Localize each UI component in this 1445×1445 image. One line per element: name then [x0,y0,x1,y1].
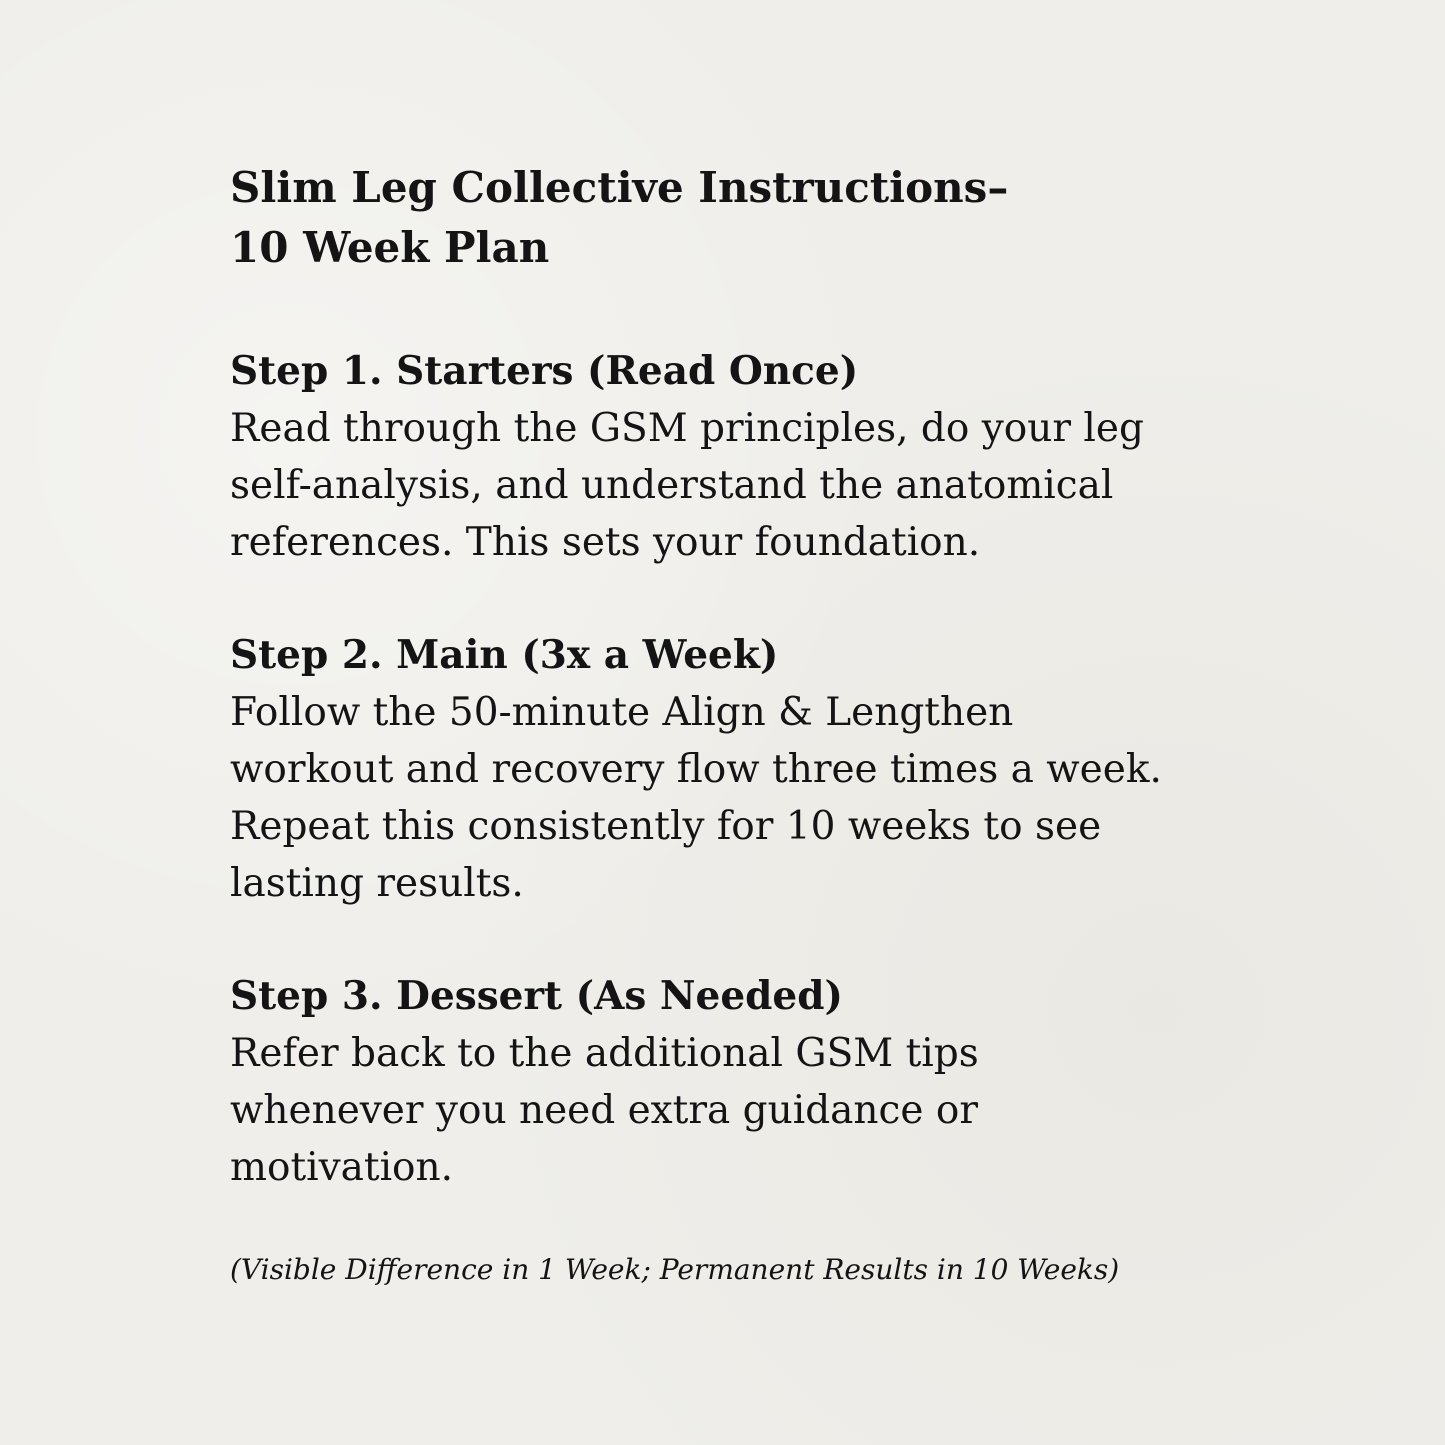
step-2-line: Follow the 50-minute Align & Lengthen [230,690,1014,735]
page-title-line-2: 10 Week Plan [230,223,550,272]
step-2-section [230,627,1230,912]
step-3-heading: Step 3. Dessert (As Needed) [230,973,843,1019]
step-1-body [230,400,1230,571]
step-3-section [230,968,1230,1196]
step-2-body [230,684,1230,912]
step-3-line: motivation. [230,1145,454,1190]
step-2-heading: Step 2. Main (3x a Week) [230,632,779,678]
step-1-line: Read through the GSM principles, do your leg [230,406,1144,451]
step-3-body [230,1025,1230,1196]
step-1-line: references. This sets your foundation. [230,520,981,565]
step-2-line: Repeat this consistently for 10 weeks to see [230,804,1102,849]
instructions-page [230,158,1230,1318]
step-1-section [230,343,1230,571]
results-footnote: (Visible Difference in 1 Week; Permanent Results in 10 Weeks) [230,1253,1120,1286]
step-2-line: workout and recovery flow three times a week. [230,747,1162,792]
step-3-line: whenever you need extra guidance or [230,1088,978,1133]
step-1-line: self-analysis, and understand the anatomical [230,463,1114,508]
step-2-line: lasting results. [230,861,524,906]
page-title-line-1: Slim Leg Collective Instructions– [230,163,1009,212]
step-1-heading: Step 1. Starters (Read Once) [230,348,859,394]
step-3-line: Refer back to the additional GSM tips [230,1031,979,1076]
page-title [230,158,1230,278]
